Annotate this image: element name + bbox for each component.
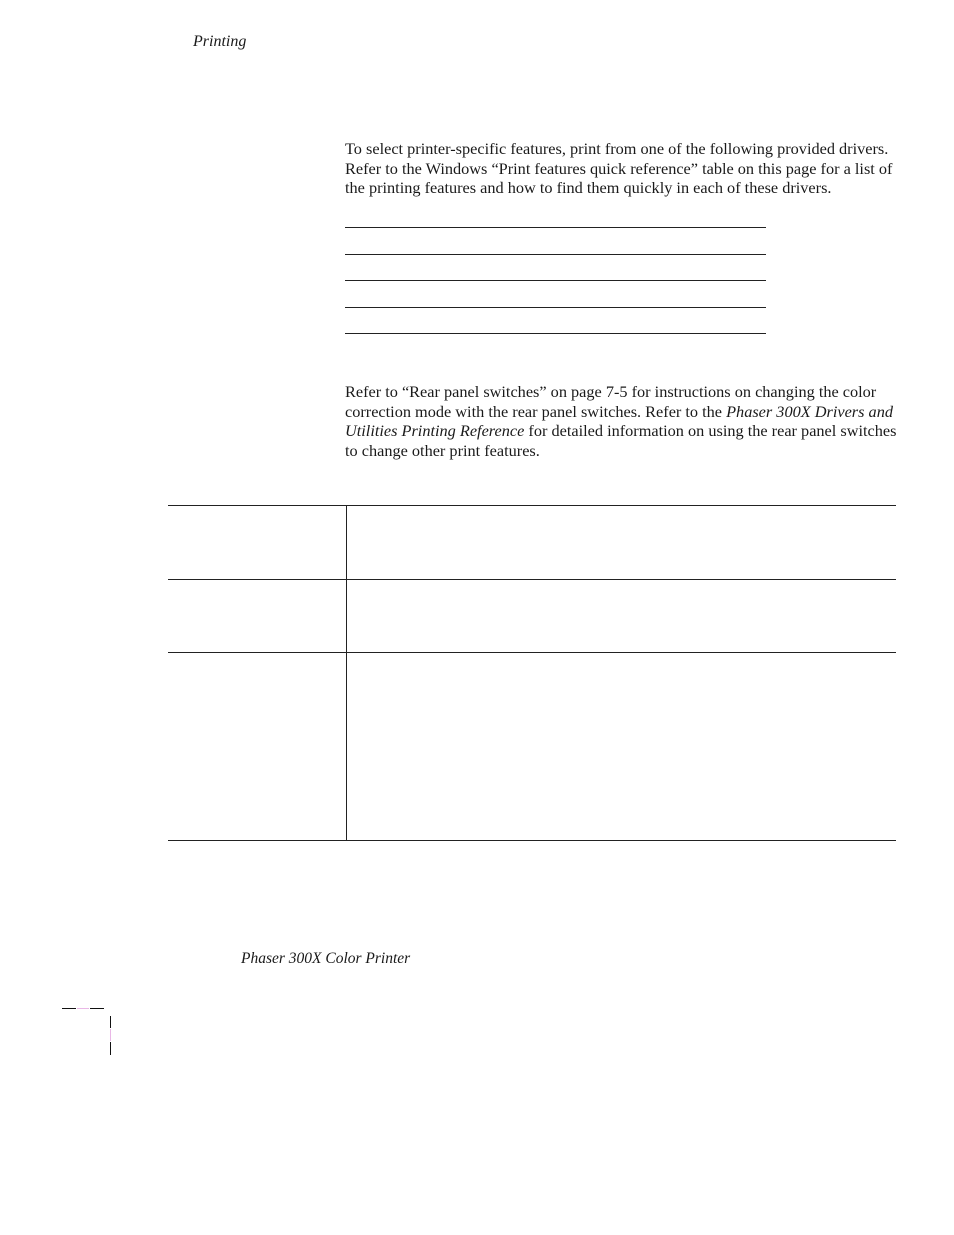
reference-title: Phaser 300X Drivers and Utilities Printing Reference bbox=[345, 401, 893, 440]
footer-product-name: Phaser 300X Color Printer bbox=[241, 950, 411, 967]
crop-mark bbox=[62, 1008, 76, 1009]
crop-mark bbox=[110, 1042, 111, 1055]
crop-mark bbox=[77, 1008, 89, 1009]
table-column-divider bbox=[346, 505, 347, 840]
driver-list-rule bbox=[345, 307, 766, 308]
table-rule bbox=[168, 505, 896, 506]
table-rule bbox=[168, 840, 896, 841]
running-head: Printing bbox=[193, 33, 247, 50]
crop-mark bbox=[110, 1029, 111, 1041]
driver-list-rule bbox=[345, 227, 766, 228]
intro-paragraph: To select printer-specific features, print from one of the following provided drivers. Refer to the Windows “Print features quick reference” table on this page for a list of the printing features and how to find them quickly in each of these drivers. bbox=[345, 139, 893, 197]
rear-panel-paragraph bbox=[345, 382, 900, 460]
driver-list-rule bbox=[345, 333, 766, 334]
rear-panel-text-start: Refer to “Rear panel switches” on page 7-5 for instructions on changing the color correction mode with the rear panel switches. Refer to the bbox=[345, 382, 877, 421]
rear-panel-text-end: for detailed information on using the rear panel switches to change other print features. bbox=[345, 421, 897, 460]
table-rule bbox=[168, 579, 896, 580]
driver-list-rule bbox=[345, 254, 766, 255]
table-rule bbox=[168, 652, 896, 653]
driver-list-rule bbox=[345, 280, 766, 281]
crop-mark bbox=[90, 1008, 104, 1009]
crop-mark bbox=[110, 1016, 111, 1028]
